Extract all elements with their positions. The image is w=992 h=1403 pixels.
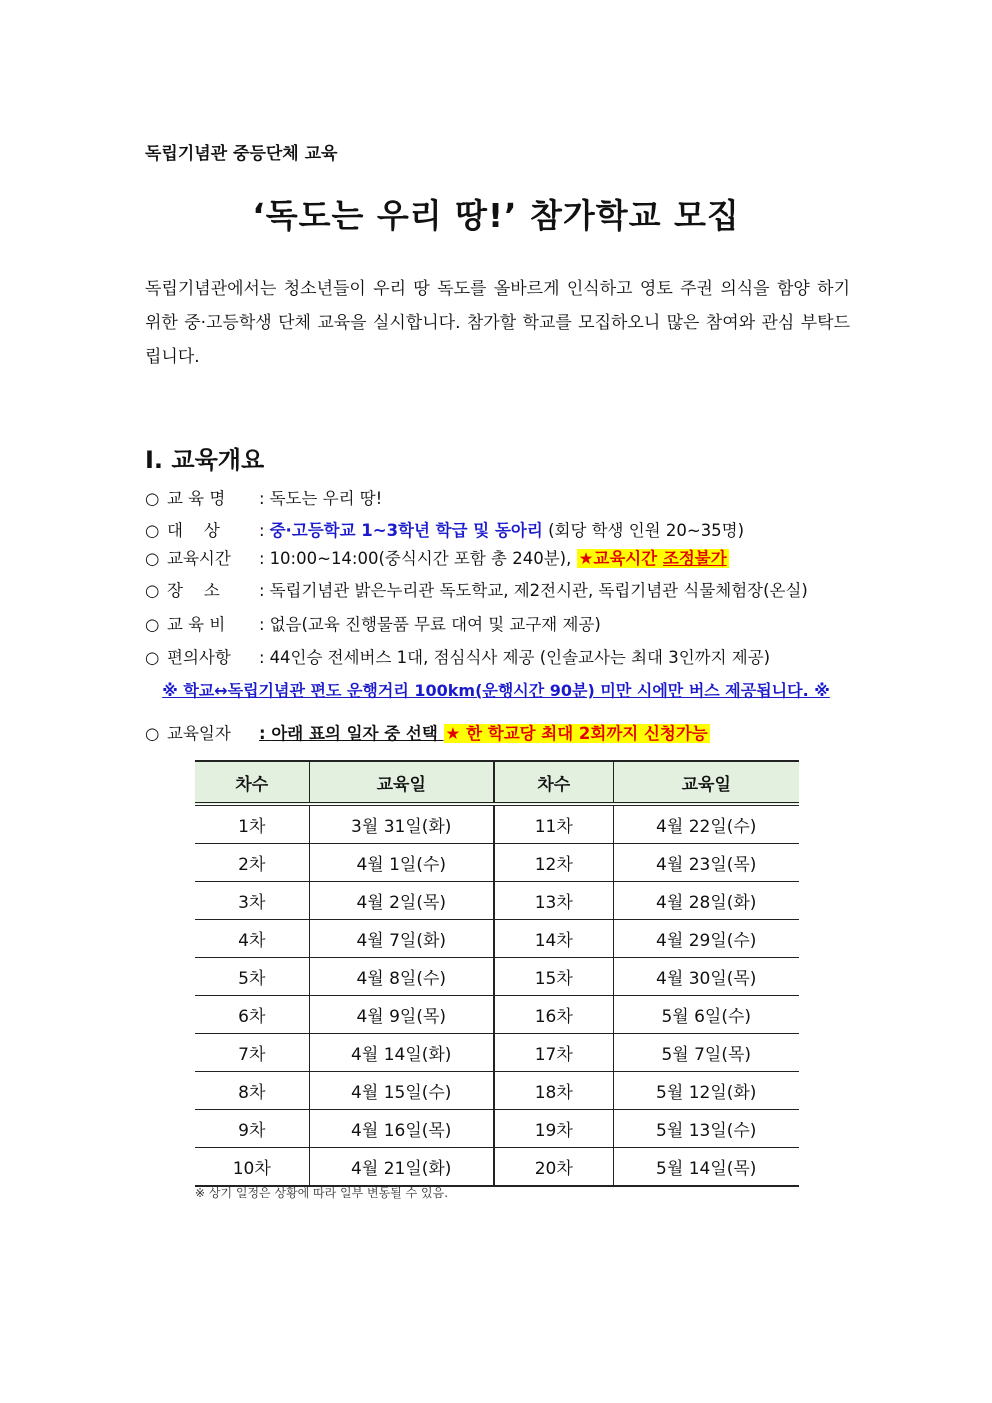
- item-label: 대 상: [167, 521, 220, 540]
- cell-date: 4월 28일(화): [613, 882, 799, 920]
- header-date: 교육일: [309, 761, 494, 804]
- convenience-value: 44인승 전세버스 1대, 점심식사 제공 (인솔교사는 최대 3인까지 제공): [269, 648, 771, 667]
- header-round: 차수: [494, 761, 613, 804]
- doc-title: ‘독도는 우리 땅!’ 참가학교 모집: [252, 196, 740, 235]
- target-extra: (회당 학생 인원 20~35명): [548, 521, 745, 540]
- item-label: 장 소: [167, 581, 220, 600]
- bullet-icon: ○: [145, 489, 160, 508]
- item-place: ○ 장 소 : 독립기념관 밝은누리관 독도학교, 제2전시관, 독립기념관 식물체험장(온실): [145, 578, 855, 604]
- bullet-icon: ○: [145, 549, 160, 568]
- table-row: [195, 1110, 799, 1148]
- cell-round: 13차: [494, 882, 613, 920]
- item-label: 편의사항: [167, 648, 231, 667]
- cell-round: 5차: [195, 958, 309, 996]
- table-row: [195, 1034, 799, 1072]
- item-date: [145, 721, 855, 747]
- bullet-icon: ○: [145, 724, 160, 743]
- item-name: ○ 교 육 명 : 독도는 우리 땅!: [145, 486, 855, 512]
- cell-round: 4차: [195, 920, 309, 958]
- bullet-icon: ○: [145, 581, 160, 600]
- bullet-icon: ○: [145, 615, 160, 634]
- cell-round: 2차: [195, 844, 309, 882]
- cell-date: 4월 8일(수): [309, 958, 494, 996]
- place-value: 독립기념관 밝은누리관 독도학교, 제2전시관, 독립기념관 식물체험장(온실): [269, 581, 808, 600]
- cell-round: 12차: [494, 844, 613, 882]
- header-round: 차수: [195, 761, 309, 804]
- cell-date: 4월 14일(화): [309, 1034, 494, 1072]
- cell-round: 3차: [195, 882, 309, 920]
- item-value: 독도는 우리 땅!: [269, 489, 383, 508]
- cell-date: 5월 6일(수): [613, 996, 799, 1034]
- cell-round: 17차: [494, 1034, 613, 1072]
- item-time: ○ 교육시간 : 10:00~14:00(중식시간 포함 총 240분), ★교육시간 조정불가: [145, 546, 855, 572]
- bullet-icon: ○: [145, 521, 160, 540]
- bullet-icon: ○: [145, 648, 160, 667]
- cell-date: 5월 13일(수): [613, 1110, 799, 1148]
- cell-round: 19차: [494, 1110, 613, 1148]
- cell-date: 3월 31일(화): [309, 804, 494, 844]
- cell-date: 4월 21일(화): [309, 1148, 494, 1187]
- cell-round: 10차: [195, 1148, 309, 1187]
- cost-value: 없음(교육 진행물품 무료 대여 및 교구재 제공): [269, 615, 601, 634]
- cell-round: 1차: [195, 804, 309, 844]
- item-label: 교육일자: [167, 724, 231, 743]
- target-value: 중·고등학교 1~3학년 학급 및 동아리: [269, 521, 543, 540]
- date-highlight: ★ 한 학교당 최대 2회까지 신청가능: [445, 724, 708, 743]
- cell-date: 5월 14일(목): [613, 1148, 799, 1187]
- cell-round: 18차: [494, 1072, 613, 1110]
- table-row: [195, 920, 799, 958]
- cell-date: 4월 29일(수): [613, 920, 799, 958]
- table-row: [195, 882, 799, 920]
- section-heading: Ⅰ. 교육개요: [145, 446, 265, 474]
- table-row: [195, 844, 799, 882]
- item-label: 교육시간: [167, 549, 231, 568]
- cell-date: 5월 12일(화): [613, 1072, 799, 1110]
- doc-subtitle: 독립기념관 중등단체 교육: [145, 144, 338, 164]
- schedule-table: [195, 760, 799, 1187]
- cell-date: 4월 22일(수): [613, 804, 799, 844]
- schedule-footnote: ※ 상기 일정은 상황에 따라 일부 변동될 수 있음.: [195, 1186, 449, 1200]
- cell-round: 6차: [195, 996, 309, 1034]
- cell-date: 4월 1일(수): [309, 844, 494, 882]
- item-target: ○ 대 상 : 중·고등학교 1~3학년 학급 및 동아리 (회당 학생 인원 20~35명): [145, 518, 855, 544]
- cell-date: 4월 30일(목): [613, 958, 799, 996]
- item-convenience: ○ 편의사항 : 44인승 전세버스 1대, 점심식사 제공 (인솔교사는 최대 3인까지 제공): [145, 645, 855, 671]
- table-row: [195, 804, 799, 844]
- table-header-row: [195, 761, 799, 804]
- item-label: 교 육 비: [167, 615, 226, 634]
- time-value: 10:00~14:00(중식시간 포함 총 240분),: [269, 549, 572, 568]
- table-row: [195, 1148, 799, 1187]
- cell-date: 4월 9일(목): [309, 996, 494, 1034]
- cell-date: 5월 7일(목): [613, 1034, 799, 1072]
- date-value: : 아래 표의 일자 중 선택: [259, 724, 438, 743]
- table-row: [195, 996, 799, 1034]
- cell-round: 11차: [494, 804, 613, 844]
- bus-note: ※ 학교↔독립기념관 편도 운행거리 100km(운행시간 90분) 미만 시에만 버스 제공됩니다. ※: [162, 681, 830, 700]
- cell-round: 16차: [494, 996, 613, 1034]
- cell-date: 4월 7일(화): [309, 920, 494, 958]
- table-row: [195, 958, 799, 996]
- cell-round: 7차: [195, 1034, 309, 1072]
- cell-date: 4월 2일(목): [309, 882, 494, 920]
- cell-round: 8차: [195, 1072, 309, 1110]
- cell-round: 14차: [494, 920, 613, 958]
- cell-date: 4월 16일(목): [309, 1110, 494, 1148]
- cell-round: 20차: [494, 1148, 613, 1187]
- cell-date: 4월 15일(수): [309, 1072, 494, 1110]
- time-highlight: ★교육시간 조정불가: [578, 549, 727, 568]
- table-row: [195, 1072, 799, 1110]
- cell-round: 15차: [494, 958, 613, 996]
- header-date: 교육일: [613, 761, 799, 804]
- cell-round: 9차: [195, 1110, 309, 1148]
- intro-paragraph: 독립기념관에서는 청소년들이 우리 땅 독도를 올바르게 인식하고 영토 주권 의식을 함양 하기 위한 중·고등학생 단체 교육을 실시합니다. 참가할 학교를 모집하오니 많은 참여와 관심 부탁드립니다.: [145, 279, 850, 367]
- item-label: 교 육 명: [167, 489, 226, 508]
- item-cost: ○ 교 육 비 : 없음(교육 진행물품 무료 대여 및 교구재 제공): [145, 612, 855, 638]
- cell-date: 4월 23일(목): [613, 844, 799, 882]
